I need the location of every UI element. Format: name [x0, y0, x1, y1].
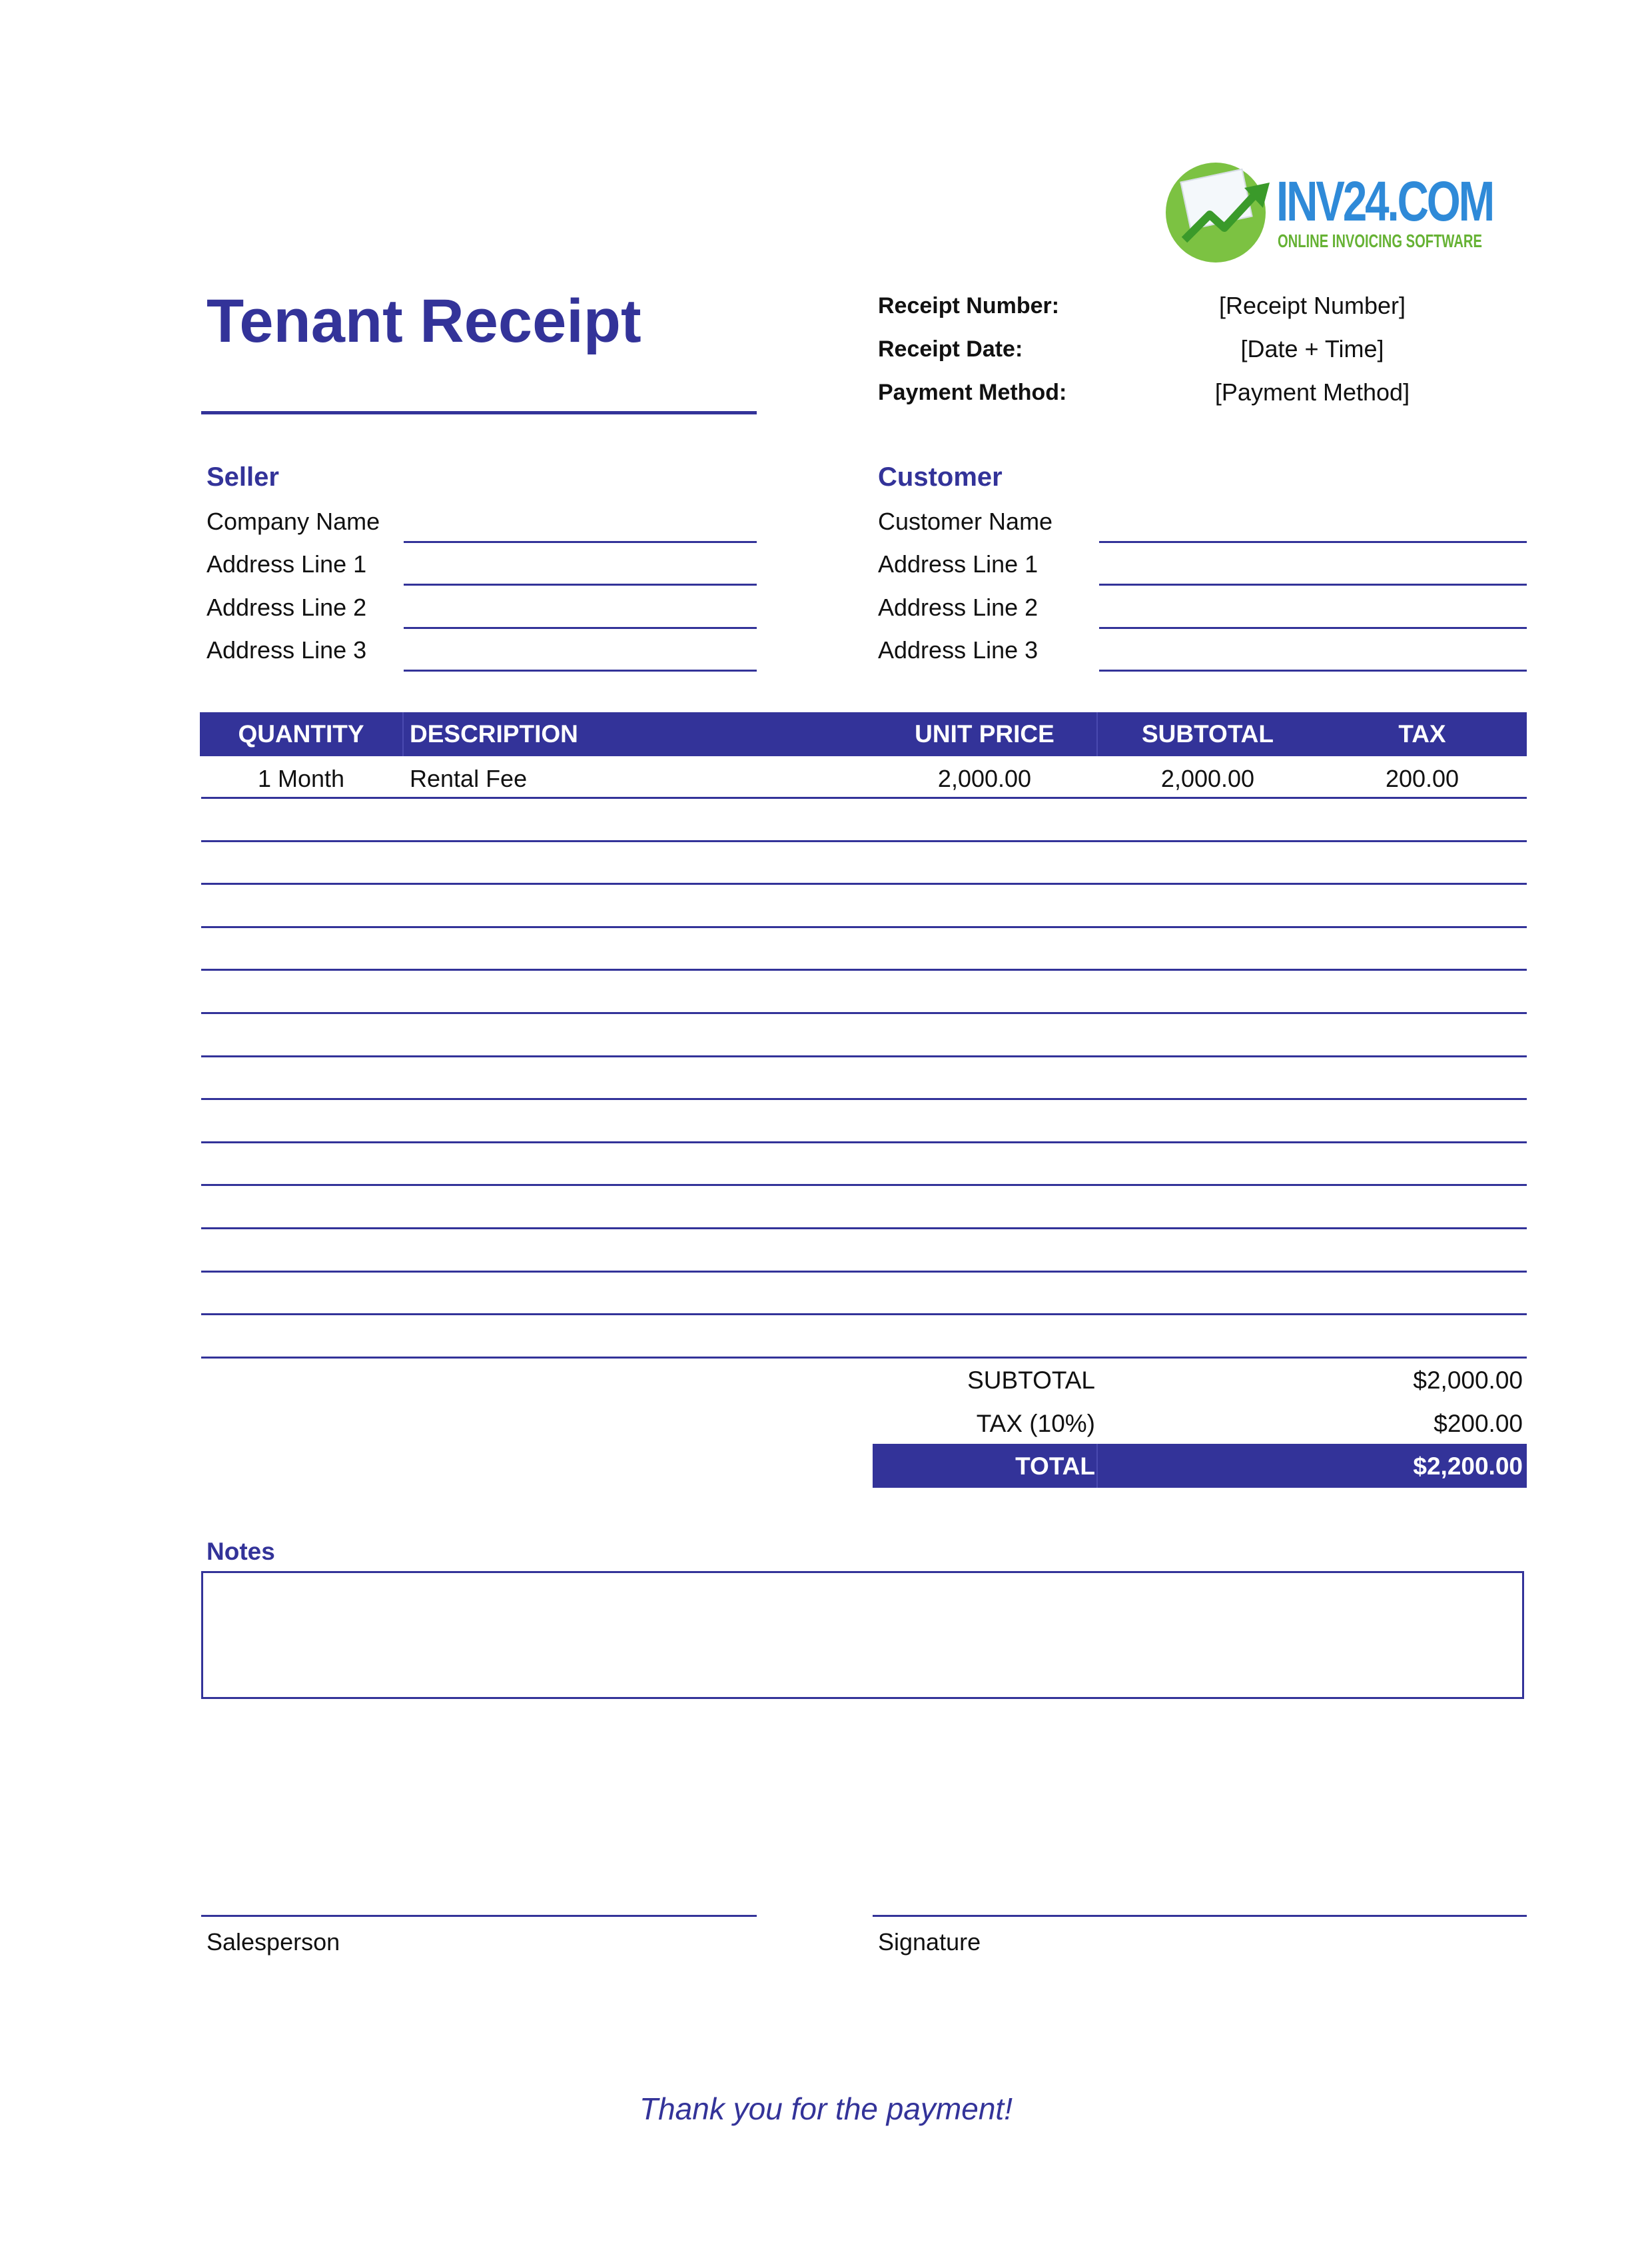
total-divider [1096, 1444, 1098, 1488]
table-row-line [201, 797, 1527, 799]
table-row-line [201, 1141, 1527, 1143]
seller-address-line-2-label: Address Line 2 [206, 594, 367, 621]
receipt-number-value[interactable]: [Receipt Number] [1218, 292, 1406, 319]
receipt-date-value[interactable]: [Date + Time] [1240, 335, 1384, 362]
row-1-tax[interactable]: 200.00 [1385, 765, 1459, 792]
receipt-date-label: Receipt Date: [878, 336, 1023, 362]
column-header-subtotal: SUBTOTAL [1141, 720, 1274, 748]
customer-address-line-2-label: Address Line 2 [878, 594, 1038, 621]
table-row-line [201, 969, 1527, 971]
row-1-quantity[interactable]: 1 Month [257, 765, 345, 792]
table-row-line [201, 1227, 1527, 1229]
column-header-unit-price: UNIT PRICE [915, 720, 1054, 748]
column-header-tax: TAX [1398, 720, 1446, 748]
tax-label: TAX (10%) [976, 1410, 1095, 1437]
column-divider [402, 712, 404, 756]
customer-address-line-3-label: Address Line 3 [878, 636, 1038, 664]
table-row-line [201, 1313, 1527, 1315]
column-header-description: DESCRIPTION [410, 720, 578, 748]
seller-address-line-1-label: Address Line 1 [206, 550, 367, 578]
row-1-subtotal[interactable]: 2,000.00 [1160, 765, 1255, 792]
logo-tagline: ONLINE INVOICING SOFTWARE [1278, 231, 1482, 251]
payment-method-value[interactable]: [Payment Method] [1214, 378, 1410, 406]
payment-method-label: Payment Method: [878, 380, 1067, 405]
row-1-description[interactable]: Rental Fee [410, 765, 528, 792]
subtotal-value: $2,000.00 [1413, 1367, 1523, 1394]
thank-you-message: Thank you for the payment! [639, 2091, 1013, 2126]
total-value: $2,200.00 [1413, 1452, 1523, 1480]
receipt-number-label: Receipt Number: [878, 293, 1060, 318]
customer-name-label: Customer Name [878, 508, 1053, 535]
seller-address-line-3-field[interactable] [404, 670, 757, 672]
company-logo [1166, 160, 1499, 267]
signature-label: Signature [878, 1928, 981, 1956]
seller-company-name-field[interactable] [404, 541, 757, 543]
salesperson-line[interactable] [201, 1915, 757, 1917]
logo-arrow-icon [1178, 173, 1278, 253]
total-label: TOTAL [1015, 1452, 1095, 1480]
title-underline [201, 411, 757, 414]
signature-line[interactable] [873, 1915, 1527, 1917]
customer-address-line-3-field[interactable] [1099, 670, 1527, 672]
salesperson-label: Salesperson [206, 1928, 340, 1956]
table-row-line [201, 1098, 1527, 1100]
customer-heading: Customer [878, 462, 1003, 492]
seller-address-line-3-label: Address Line 3 [206, 636, 367, 664]
customer-name-field[interactable] [1099, 541, 1527, 543]
table-row-line [201, 1271, 1527, 1273]
table-row-line [201, 1184, 1527, 1186]
page-title: Tenant Receipt [206, 287, 641, 355]
table-row-line [201, 840, 1527, 842]
notes-textarea[interactable] [201, 1571, 1524, 1699]
seller-company-name-label: Company Name [206, 508, 380, 535]
tax-value: $200.00 [1434, 1410, 1523, 1437]
notes-heading: Notes [206, 1538, 275, 1565]
items-table-header [200, 712, 1527, 756]
customer-address-line-1-label: Address Line 1 [878, 550, 1038, 578]
seller-address-line-2-field[interactable] [404, 627, 757, 629]
table-row-line [201, 926, 1527, 928]
customer-address-line-2-field[interactable] [1099, 627, 1527, 629]
customer-address-line-1-field[interactable] [1099, 584, 1527, 586]
seller-address-line-1-field[interactable] [404, 584, 757, 586]
logo-brand-text: INV24.COM [1276, 170, 1493, 233]
table-row-line [201, 1357, 1527, 1359]
seller-heading: Seller [206, 462, 279, 492]
row-1-unit-price[interactable]: 2,000.00 [937, 765, 1032, 792]
subtotal-label: SUBTOTAL [967, 1367, 1095, 1394]
column-header-quantity: QUANTITY [238, 720, 364, 748]
table-row-line [201, 1055, 1527, 1057]
table-row-line [201, 1012, 1527, 1014]
table-row-line [201, 883, 1527, 885]
